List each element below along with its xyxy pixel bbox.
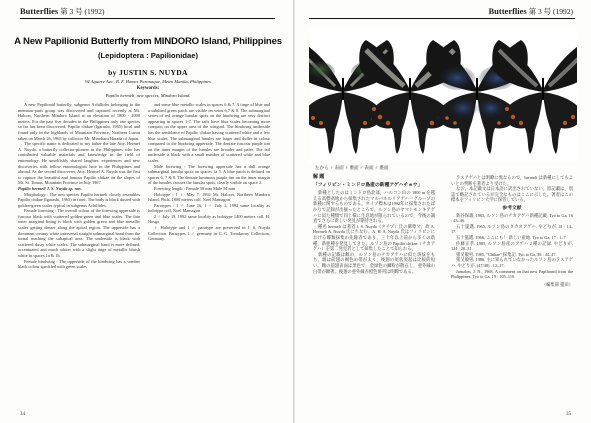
commentary-heading: 解 題 bbox=[313, 175, 325, 180]
text-column-1 bbox=[18, 102, 140, 270]
editor-signoff: （編集部 猪田） bbox=[541, 281, 573, 287]
text-column-2 bbox=[148, 102, 270, 242]
paragraph: The specific name is dedicated to my father the late Atty. Hermel A. Nuyda, a butterfly collector-pioneer in the Philippines who has contributed valuable materials and knowledge in the field of entomology. He unselfishly shared laughter, experiences and new discoveries with fellow entomologists here in the Philippines and abroad. As the second discoverer, Atty. Hermel A. Nuyda was the first to capture the beautiful and famous Papilio chikae on the slopes of Mt. St. Tomas, Mountain Province in July 1967. bbox=[18, 141, 140, 186]
reference-item: 五十嵐邁, 1966, ここにも！ 新しい産地. Tyo to Ga, 17 : 1–7. bbox=[456, 234, 567, 240]
specimen-plate bbox=[309, 28, 577, 163]
references-heading: 参考文献 bbox=[502, 205, 522, 211]
keywords: Papilio hermeli, new species, Mindoro Island. bbox=[105, 93, 191, 98]
author-line: by JUSTIN S. NUYDA bbox=[108, 68, 188, 77]
plate-caption: 左から ♀ 表面 ♀ 裏面 ♂ 表面 ♂ 裏面 bbox=[315, 165, 389, 170]
japanese-column-2 bbox=[451, 175, 573, 287]
paragraph: Male forewing : The forewing upperside has a dull orange submarginal lunular spots on spaces 1a 3. A blue patch is defined on spaces 6, 7 & 8. The dentate luminous purple tint on the inner margin of the lunules crosses the lunular spots, clearly visible on space 2. bbox=[148, 163, 270, 186]
paragraph: 新種の記載は雌の，ルソン島のチカアゲハに似た斑紋をもち，雄は前翅の褐色の帯が太く，後翅の尾状突起は比較的短い。雌の前翅表面は黒色で，金緑色の鱗粉が散在し，亜外縁の白帯が顕著。後翅の亜外縁赤橙色斑列は明瞭である。 bbox=[313, 251, 435, 274]
paragraph: 新種としたのはミンドロ島北部，ハルコン山の 1800 m を越える高標高地から採集されたマルバネルリアゲハ一グループの新種に関するものである。タイプ標本は1992年に採集されたばかりで記録が出揃ったところで，ルソン島のヤマトモンキアゲハに似た種類で同じ様に生息地が限られているので，今後の調査でさらに新しい発見が期待される。 bbox=[313, 190, 435, 224]
paragraph: Holotype : 1 ♀ May 7, 1992 Mt. Halcon, Northern Mindoro Island, Phils. 1800 meters coll. Noel Mamagon bbox=[148, 191, 270, 203]
paragraph: Paratypes : 1 ♂ June 16, 1 ♂ July 2, 1992 same locality as holotype coll. Noel Mamagon bbox=[148, 202, 270, 214]
butterfly-specimens-image bbox=[309, 28, 577, 163]
paragraph: Female forewing : The overall colour of the forewing upperside is fuscous black with scattered golden-green and blue scales. The thin outer marginal lining is black with golden green and blue metallic scales getting denser along the apical region. The upperside has a dominant creamy white intervenal straight submarginal band from the tornal reaching the subapical area. The underside is black with scattered dusty white scales. The submarginal band is more defined, accentuated and much whiter with a slight tinge of metallic bluish white in spaces 1a & 1b. bbox=[18, 208, 140, 259]
reference-item: 新谷保雄, 1965, ルソン島のチカアゲハ新種記載. Tyo to Ga, 16 : 43–46. bbox=[451, 212, 573, 224]
paragraph: Morphology : The new species Papilio hermeli closely resembles Papilio chikae (Igarashi, 1965) in front. The body is black dusted with golden-green scales typical in subgenus Achillides. bbox=[18, 191, 140, 208]
paragraph: なお，本記載文は日本語に訳出されていない。原記載は，別誌で略記されているが完全なものはここに示した。著者はこの標本をフィリピン大学に保管している。 bbox=[451, 186, 573, 203]
paragraph: 2 ♂ July 19, 1992 same locality as holotype 1400 meters coll. H. Hosgo bbox=[148, 213, 270, 225]
left-page bbox=[0, 0, 294, 423]
article-title: A New Papilionid Butterfly from MINDORO Island, Philippines bbox=[14, 36, 282, 47]
issue-label: 第 3 号 (1992) bbox=[60, 7, 105, 16]
running-head-left bbox=[20, 6, 105, 17]
author-address: 94 Aguirre Ave., B. F. Homes Paranaque, Metro Manila, Philippines bbox=[85, 79, 211, 84]
paragraph: Female hindwing : The upperside of the hindwing has a somber black colour speckled with green scales bbox=[18, 258, 140, 270]
journal-name: Butterflies bbox=[488, 6, 527, 16]
paragraph: ♀ Holotype and 1 ♂ paratype are preserved in J. S. Nuyda Collection. Paratypes 1 ♂ germany in C. G. Treadaway Collection, Germany. bbox=[148, 225, 270, 242]
paragraph: Forewing length : Female 58 mm Male 54 mm bbox=[154, 185, 236, 191]
reference-item: 佐藤正孝, 1985, ルソン島産のアゲハ 2 種の記録. やどりが, 124 : 28–31. bbox=[451, 240, 573, 252]
reference-item: 猪又敏男, 1985, "Chikae" 採集記. Tyo to Ga, 36 : 44–47. bbox=[456, 251, 557, 257]
page-number-left: 34 bbox=[20, 412, 25, 417]
reference-item: Jumalon, J. N., 1968, A comment on that new Papilionid from the Philippines. Tyo to Ga, 19 : 105–110. bbox=[451, 268, 573, 280]
paragraph: A new Papilionid butterfly, subgenus Achillides belonging to the memnon-paris group was discovered and captured recently at Mt. Halcon, Northern Mindoro Island at an elevation of 1800 - 2000 meters. For the past five decades in the Philippines only one species so far has been discovered, Papilio chikae (Igarashi, 1965) local and found only in the highlands of Mountain Province, Northern Luzon taken on March 26, 1965 by collector Mr. Minoharu Harada of Japan. bbox=[18, 102, 140, 141]
specimen-male-underside bbox=[492, 40, 577, 154]
running-head-right bbox=[489, 6, 574, 17]
reference-item: 猪又敏男, 1986, 主に知られていなかったルソン島のラスアゲハ. やどりが, (47/48) : 12–17. bbox=[451, 257, 573, 268]
species-heading: Papilio hermeli J. S. Nuyda sp. nov. bbox=[18, 185, 83, 191]
header-rule-left bbox=[20, 18, 275, 19]
article-subtitle: (Lepidoptera : Papilionidae) bbox=[98, 51, 198, 60]
issue-label: 第 3 号 (1992) bbox=[528, 7, 573, 16]
paragraph: and some blue metallic scales in spaces 6 & 7. A tinge of blue and a subdued green patch are visible on veins 6,7 & 8. The submarginal series of red orange lunular spots on the hindwing are very distinct appearing in spaces 1-7. The tails have blue scales becoming more compact on the upper area of the wingtail. The hindwing underside has the semblance of Papilio chikae having scattered white and a few blue scales. The submarginal lunules are larger and duller in colour compared to the hindwing upperside. The dentate fuscous purple tint on the inner margin of the lunules are broader and paler. The tail underside is black with a small number of scattered white and blue scales. bbox=[148, 102, 270, 163]
paragraph: ラスアゲハとは明瞭に異なるので，hermeli は新種にしてもよいとの判断を著者より受けた。 bbox=[451, 175, 573, 186]
page-number-right: 35 bbox=[566, 412, 571, 417]
reference-item: 五十嵐邁, 1965, ルソン島のタカオアゲハ. やどりが, 41 : 14–17. bbox=[451, 223, 573, 235]
paragraph: 種名 hermeli は著者 J. S. Nuyda（タイプ）氏の御尊父，故 A. Hermeli A. Nuyda 氏にちなむ。A. H. A. Nuyda 氏はフィリピンにおける蝶類採集の先駆者であり，三十年以上前から多くの新種，新亜種を発見してきた。ルソン島の Papilio chikae（チカアゲハ）を第二発見者として採集したことで知られる。 bbox=[313, 223, 435, 252]
header-rule-right bbox=[309, 18, 575, 19]
keywords-heading: Keywords: bbox=[136, 86, 160, 91]
journal-name: Butterflies bbox=[20, 6, 59, 16]
japanese-column-1 bbox=[313, 175, 435, 274]
right-page bbox=[295, 0, 591, 423]
commentary-title: 「フィリピン・ミンドロ島産の新種アゲハチョウ」 bbox=[313, 182, 423, 188]
